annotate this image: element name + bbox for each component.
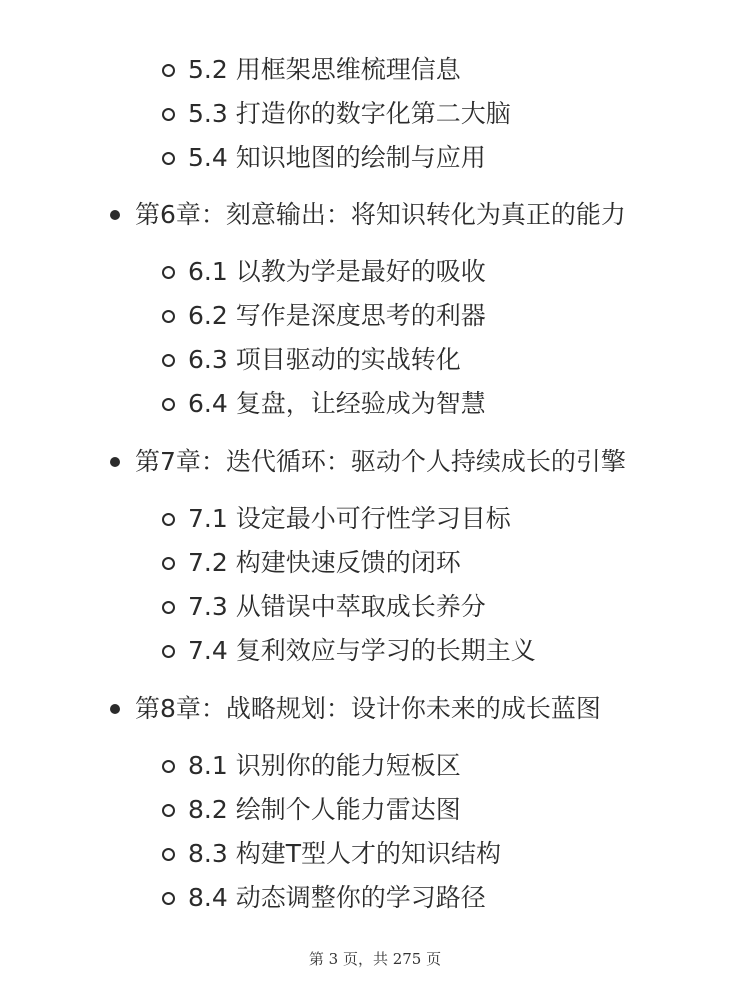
toc-subitem-label: 5.4 知识地图的绘制与应用 [188,143,486,172]
toc-chapter-label: 第7章：迭代循环：驱动个人持续成长的引擎 [135,447,626,476]
hollow-bullet-icon [162,892,175,905]
toc-subitem-label: 7.1 设定最小可行性学习目标 [188,504,511,533]
toc-subitem-label: 6.4 复盘，让经验成为智慧 [188,389,486,418]
hollow-bullet-icon [162,64,175,77]
solid-bullet-icon [110,704,120,714]
toc-chapter-label: 第8章：战略规划：设计你未来的成长蓝图 [135,694,601,723]
toc-subitem-label: 7.2 构建快速反馈的闭环 [188,548,461,577]
hollow-bullet-icon [162,398,175,411]
hollow-bullet-icon [162,513,175,526]
hollow-bullet-icon [162,557,175,570]
hollow-bullet-icon [162,354,175,367]
hollow-bullet-icon [162,804,175,817]
toc-chapter-label: 第6章：刻意输出：将知识转化为真正的能力 [135,200,626,229]
hollow-bullet-icon [162,266,175,279]
hollow-bullet-icon [162,108,175,121]
toc-subitem-label: 5.2 用框架思维梳理信息 [188,55,461,84]
toc-subitem-label: 8.4 动态调整你的学习路径 [188,883,486,912]
toc-subitem-label: 6.3 项目驱动的实战转化 [188,345,461,374]
toc-subitem-label: 6.2 写作是深度思考的利器 [188,301,486,330]
toc-subitem-label: 7.3 从错误中萃取成长养分 [188,592,486,621]
toc-subitem-label: 6.1 以教为学是最好的吸收 [188,257,486,286]
hollow-bullet-icon [162,645,175,658]
toc-subitem-label: 8.1 识别你的能力短板区 [188,751,461,780]
hollow-bullet-icon [162,848,175,861]
hollow-bullet-icon [162,760,175,773]
toc-subitem-label: 5.3 打造你的数字化第二大脑 [188,99,511,128]
hollow-bullet-icon [162,152,175,165]
solid-bullet-icon [110,457,120,467]
hollow-bullet-icon [162,601,175,614]
toc-subitem-label: 8.3 构建T型人才的知识结构 [188,839,501,868]
toc-subitem-label: 8.2 绘制个人能力雷达图 [188,795,461,824]
toc-subitem-label: 7.4 复利效应与学习的长期主义 [188,636,536,665]
hollow-bullet-icon [162,310,175,323]
solid-bullet-icon [110,210,120,220]
page-number-footer: 第 3 页，共 275 页 [308,950,442,968]
